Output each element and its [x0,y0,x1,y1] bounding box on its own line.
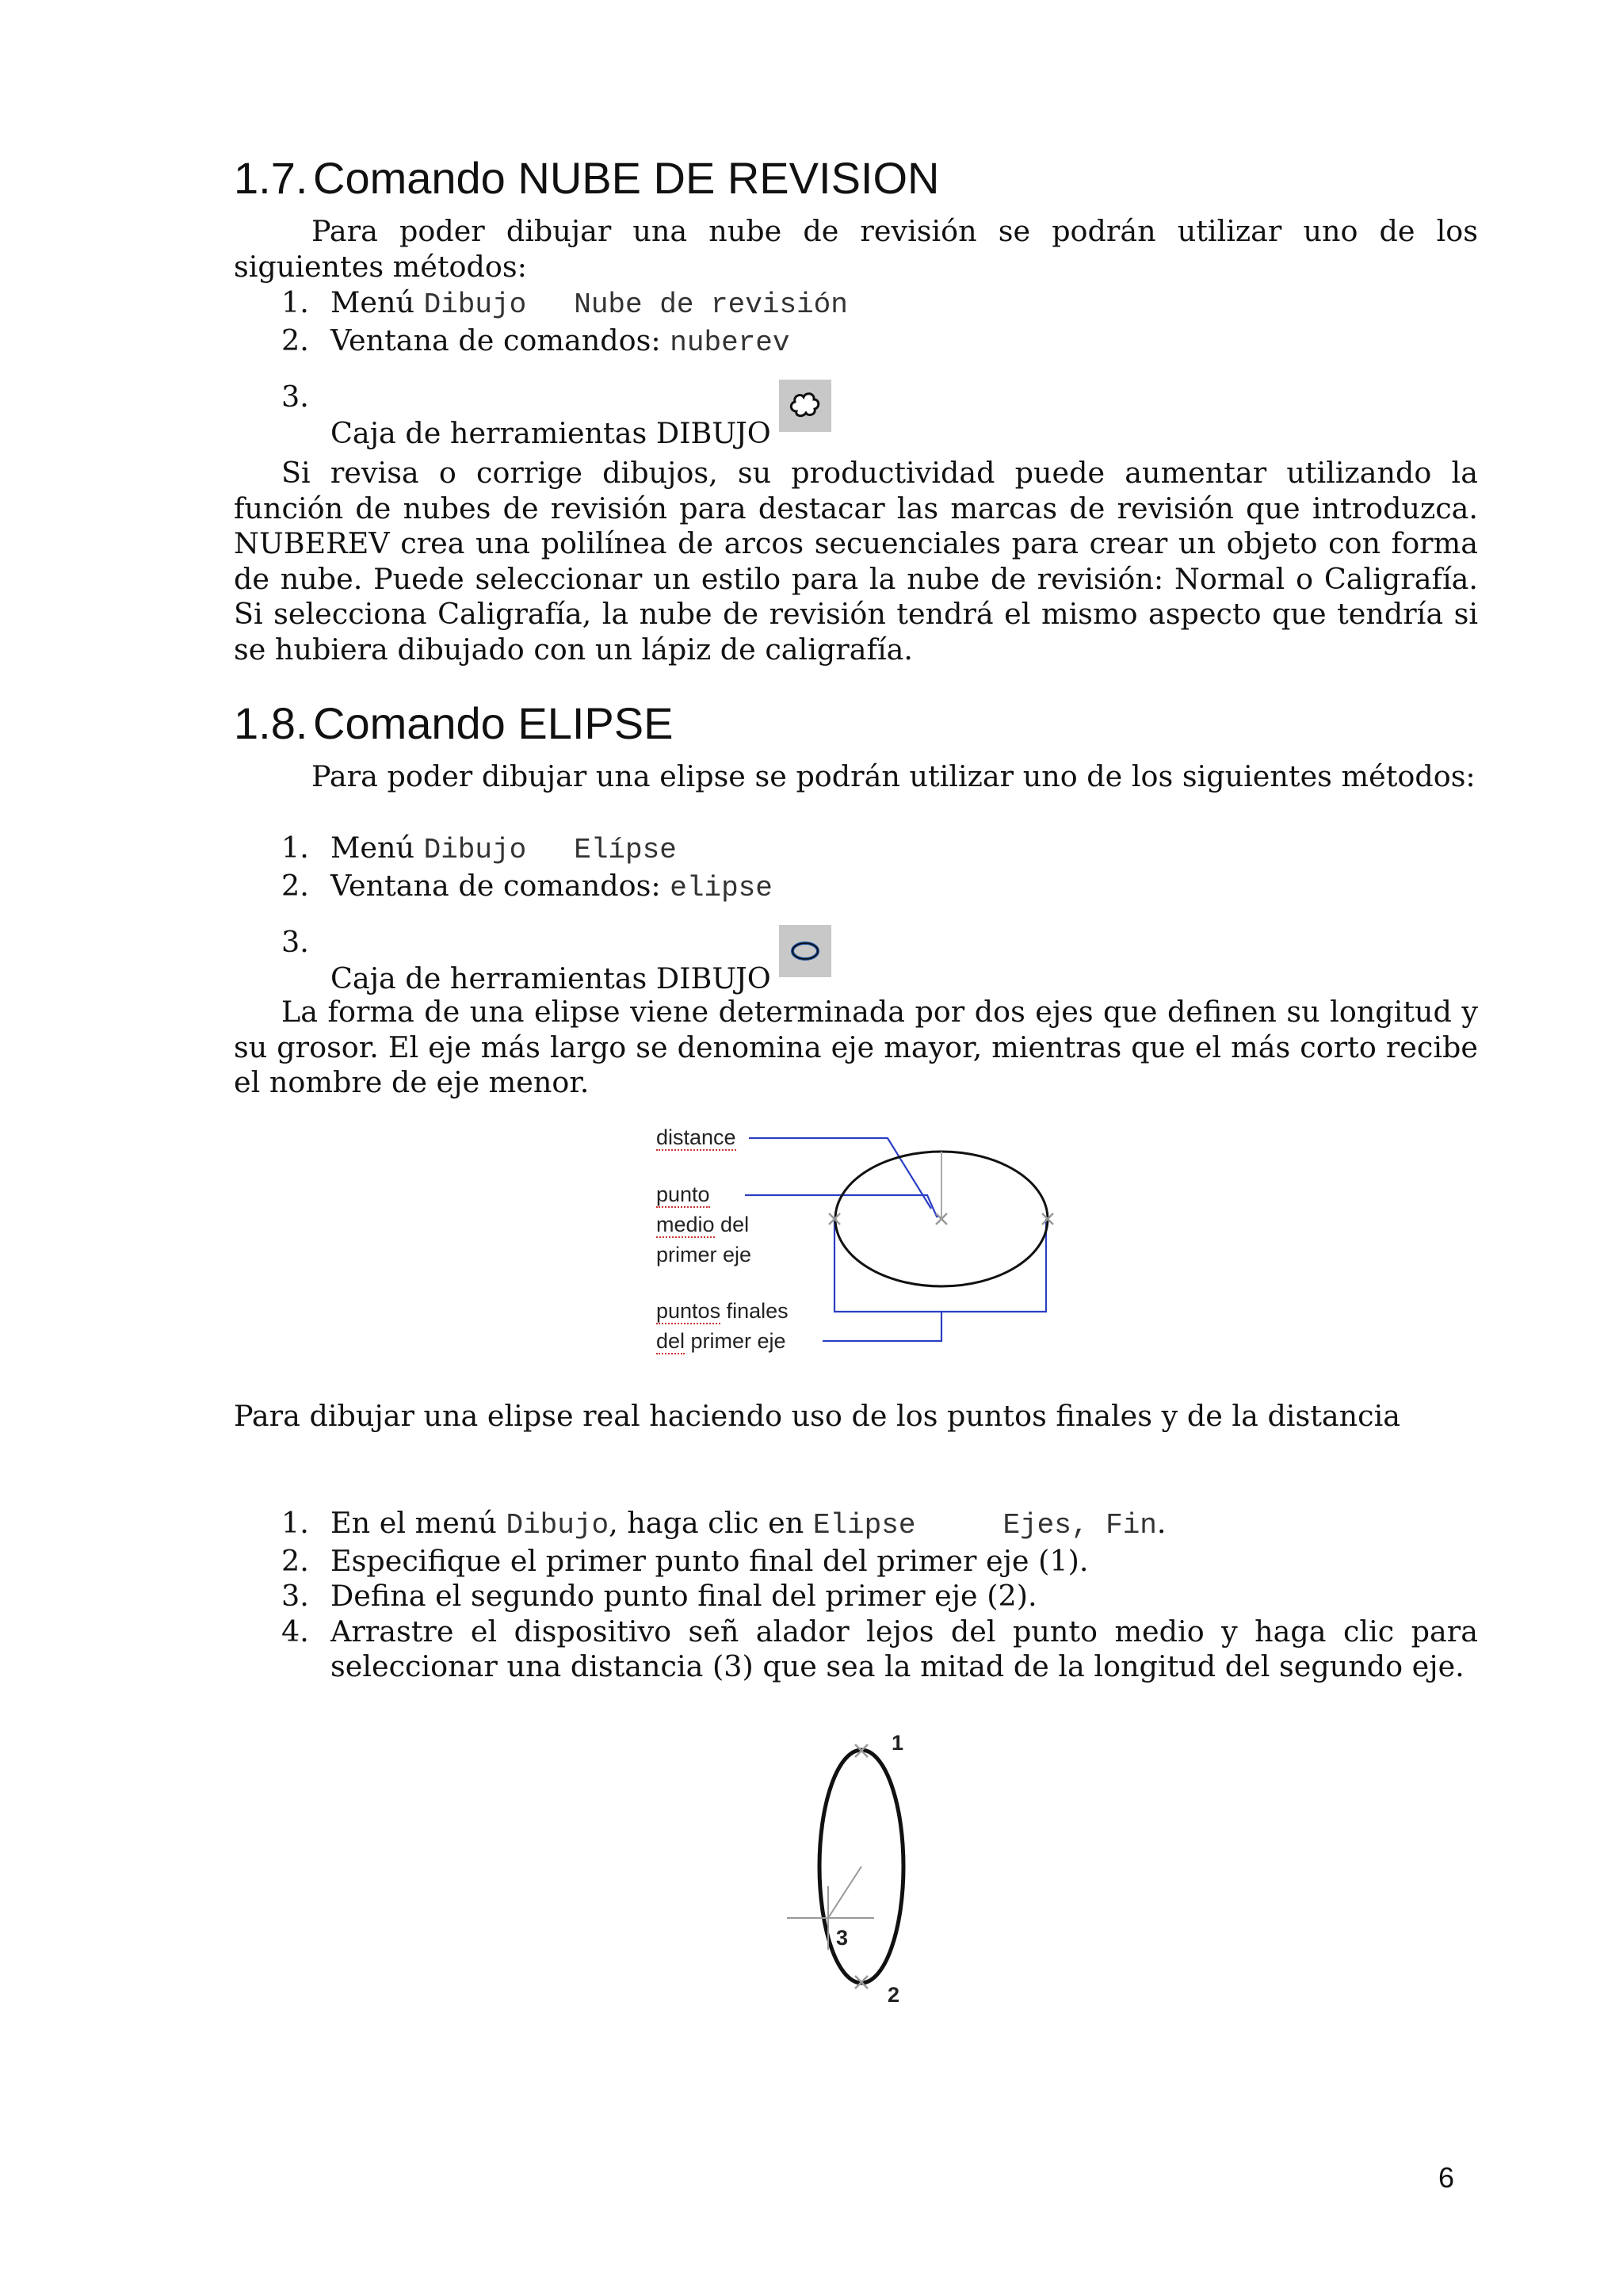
list-item [281,869,1478,907]
list-item [281,1614,1478,1685]
list-label: Menú [330,831,424,865]
ellipse-icon [779,925,831,977]
steps-list [281,1506,1478,1685]
point-label-1: 1 [892,1731,904,1755]
list-number: 1. [281,1506,309,1540]
list-item [281,831,1478,869]
intro-paragraph: Para poder dibujar una elipse se podrán utilizar uno de los siguientes métodos: [311,759,1476,793]
list-label: Caja de herramientas DIBUJO [330,961,771,995]
page-number: 6 [1438,2161,1455,2194]
list-number: 2. [281,1543,309,1578]
list-item [281,285,1478,323]
section-number: 1.8. [234,698,308,748]
menu-path: Dibujo [423,288,527,321]
list-label: Menú [330,285,424,319]
step-text: En el menú [330,1506,506,1540]
list-item [281,323,1478,361]
list-item [281,380,1478,452]
menu-path: Dibujo [506,1509,609,1541]
point-label-2: 2 [888,1983,900,2007]
list-number: 3. [281,925,309,959]
step-text: Arrastre el dispositivo señ alador lejos del punto medio y haga clic para seleccionar una distancia (3) que sea la mitad de la longitud del segundo eje. [330,1614,1478,1683]
list-label: Caja de herramientas DIBUJO [330,416,771,450]
list-item [281,1579,1478,1614]
list-number: 1. [281,285,309,319]
list-number: 3. [281,380,309,414]
menu-path: Elipse [812,1509,916,1541]
step-text: Defina el segundo punto final del primer eje (2). [330,1579,1037,1613]
body-paragraph: La forma de una elipse viene determinada por dos ejes que definen su longitud y su grosor. El eje más largo se denomina eje mayor, mientras que el más corto recibe el nombre de eje menor. [234,995,1478,1099]
menu-path: Dibujo [423,834,527,866]
method-list [281,831,1478,997]
section-number: 1.7. [234,153,308,203]
step-text: , haga clic en [609,1506,813,1540]
intro-paragraph: Para poder dibujar una nube de revisión se podrán utilizar uno de los siguientes métodos: [234,214,1478,284]
label-midpoint: punto medio del primer eje [656,1182,752,1266]
point-label-3: 3 [836,1926,849,1950]
method-list [281,285,1478,452]
step-text: Especifique el primer punto final del primer eje (1). [330,1543,1089,1578]
menu-path: Nube de revisión [574,288,848,321]
label-endpoints: puntos finales del primer eje [656,1299,789,1353]
section-heading-1-8 [234,697,673,749]
list-number: 2. [281,323,309,357]
steps-intro: Para dibujar una elipse real haciendo uso de los puntos finales y de la distancia [234,1399,1401,1433]
ellipse-steps-figure [773,1720,947,2013]
section-title: Comando ELIPSE [313,698,674,748]
command-name: nuberev [670,326,790,359]
list-number: 3. [281,1579,309,1613]
list-item [281,1506,1478,1544]
list-number: 1. [281,831,309,865]
section-heading-1-7 [234,152,939,204]
ellipse-axes-figure [650,1117,1062,1355]
list-number: 4. [281,1614,309,1648]
menu-path: Elípse [574,834,677,866]
menu-path: Ejes, Fin [1002,1509,1157,1541]
command-name: elipse [670,871,773,904]
body-paragraph: Si revisa o corrige dibujos, su productividad puede aumentar utilizando la función de nubes de revisión para destacar las marcas de revisión que introduzca. NUBEREV crea una polilínea de arcos secuenciales para crear un objeto con forma de nube. Puede seleccionar un estilo para la nube de revisión: Normal o Caligrafía. Si selecciona Caligrafía, la nube de revisión tendrá el mismo aspecto que tendría si se hubiera dibujado con un lápiz de caligrafía. [234,456,1478,667]
list-label: Ventana de comandos: [330,868,670,903]
list-item [281,925,1478,997]
step-text: . [1156,1506,1167,1540]
label-distance: distance [656,1125,736,1149]
list-number: 2. [281,868,309,903]
list-label: Ventana de comandos: [330,323,670,357]
list-item [281,1544,1478,1580]
section-title: Comando NUBE DE REVISION [313,153,940,203]
revision-cloud-icon [779,380,831,432]
